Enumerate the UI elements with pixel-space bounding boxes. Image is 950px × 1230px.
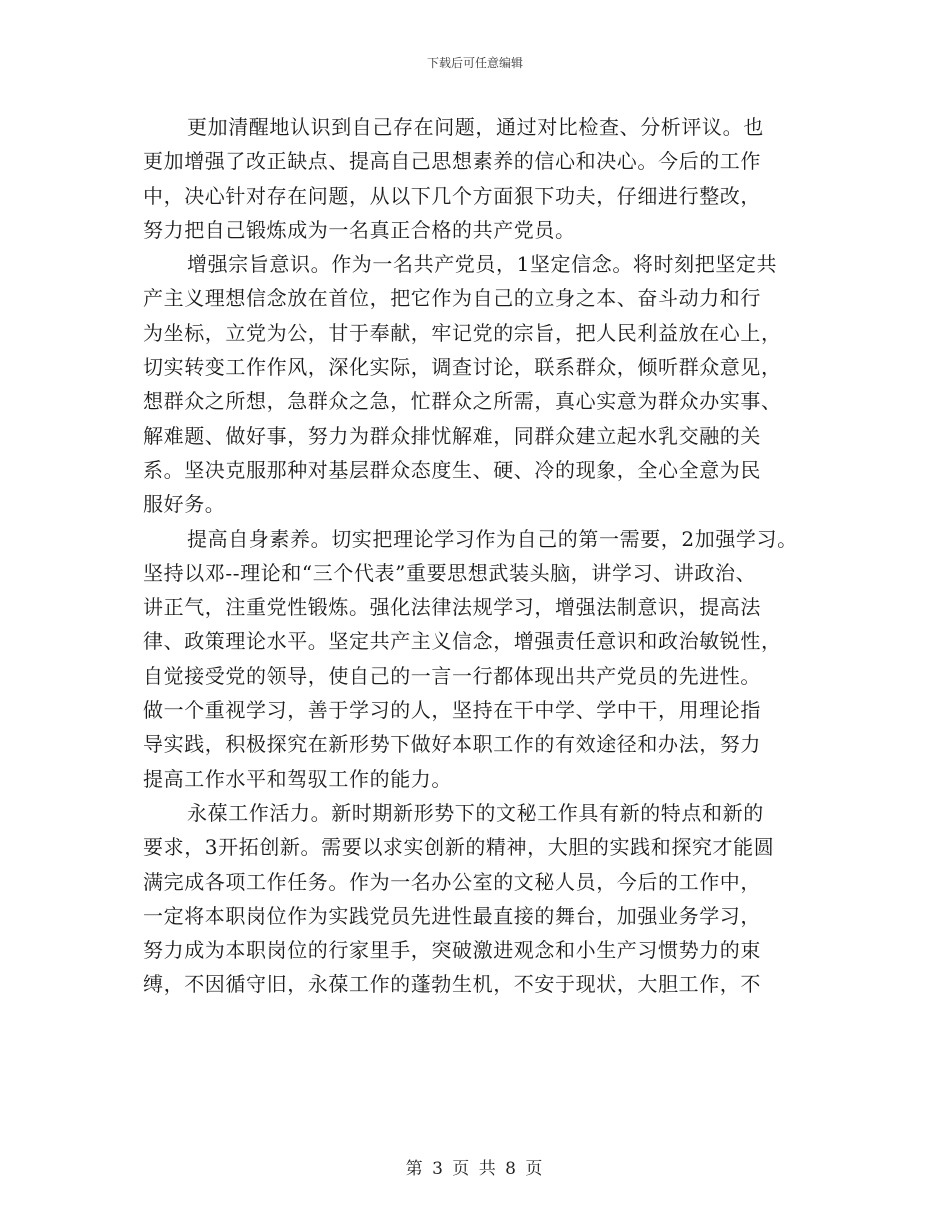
document-body — [143, 110, 823, 1002]
page-header: 下载后可任意编辑 — [426, 56, 523, 70]
text-line: 服好务。 — [143, 492, 226, 517]
text-line: 讲正气，注重党性锻炼。强化法律法规学习，增强法制意识，提高法 — [143, 595, 761, 620]
text-line: 增强宗旨意识。作为一名共产党员，1坚定信念。将时刻把坚定共 — [187, 252, 778, 277]
text-line: 努力把自己锻炼成为一名真正合格的共产党员。 — [143, 217, 576, 242]
text-line: 努力成为本职岗位的行家里手，突破激进观念和小生产习惯势力的束 — [143, 938, 761, 963]
text-line: 中，决心针对存在问题，从以下几个方面狠下功夫，仔细进行整改， — [143, 183, 761, 208]
paragraph — [143, 247, 823, 521]
text-line: 坚持以邓--理论和“三个代表”重要思想武装头脑，讲学习、讲政治、 — [143, 560, 757, 585]
text-line: 要求，3开拓创新。需要以求实创新的精神，大胆的实践和探究才能圆 — [143, 835, 775, 860]
text-line: 满完成各项工作任务。作为一名办公室的文秘人员，今后的工作中， — [143, 869, 761, 894]
page-number-footer: 第 3 页 共 8 页 — [405, 1159, 545, 1179]
text-line: 自觉接受党的领导，使自己的一言一行都体现出共产党员的先进性。 — [143, 663, 761, 688]
text-line: 想群众之所想，急群众之急，忙群众之所需，真心实意为群众办实事、 — [143, 389, 782, 414]
text-line: 切实转变工作作风，深化实际，调查讨论，联系群众，倾听群众意见， — [143, 355, 782, 380]
text-line: 提高工作水平和驾驭工作的能力。 — [143, 766, 452, 791]
text-line: 做一个重视学习，善于学习的人，坚持在干中学、学中干，用理论指 — [143, 698, 761, 723]
text-line: 永葆工作活力。新时期新形势下的文秘工作具有新的特点和新的 — [187, 800, 764, 825]
text-line: 产主义理想信念放在首位，把它作为自己的立身之本、奋斗动力和行 — [143, 286, 761, 311]
paragraph — [143, 522, 823, 796]
text-line: 解难题、做好事，努力为群众排忧解难，同群众建立起水乳交融的关 — [143, 423, 761, 448]
text-line: 更加增强了改正缺点、提高自己思想素养的信心和决心。今后的工作 — [143, 149, 761, 174]
text-line: 律、政策理论水平。坚定共产主义信念，增强责任意识和政治敏锐性， — [143, 629, 782, 654]
text-line: 系。坚决克服那种对基层群众态度生、硬、冷的现象，全心全意为民 — [143, 457, 761, 482]
text-line: 导实践，积极探究在新形势下做好本职工作的有效途径和办法，努力 — [143, 732, 761, 757]
paragraph — [143, 796, 823, 1002]
text-line: 提高自身素养。切实把理论学习作为自己的第一需要，2加强学习。 — [187, 526, 798, 551]
text-line: 一定将本职岗位作为实践党员先进性最直接的舞台，加强业务学习， — [143, 903, 761, 928]
text-line: 缚，不因循守旧，永葆工作的蓬勃生机，不安于现状，大胆工作，不 — [143, 972, 761, 997]
text-line: 更加清醒地认识到自己存在问题，通过对比检查、分析评议。也 — [187, 115, 764, 139]
text-line: 为坐标，立党为公，甘于奉献，牢记党的宗旨，把人民利益放在心上， — [143, 320, 782, 345]
paragraph — [143, 110, 823, 247]
